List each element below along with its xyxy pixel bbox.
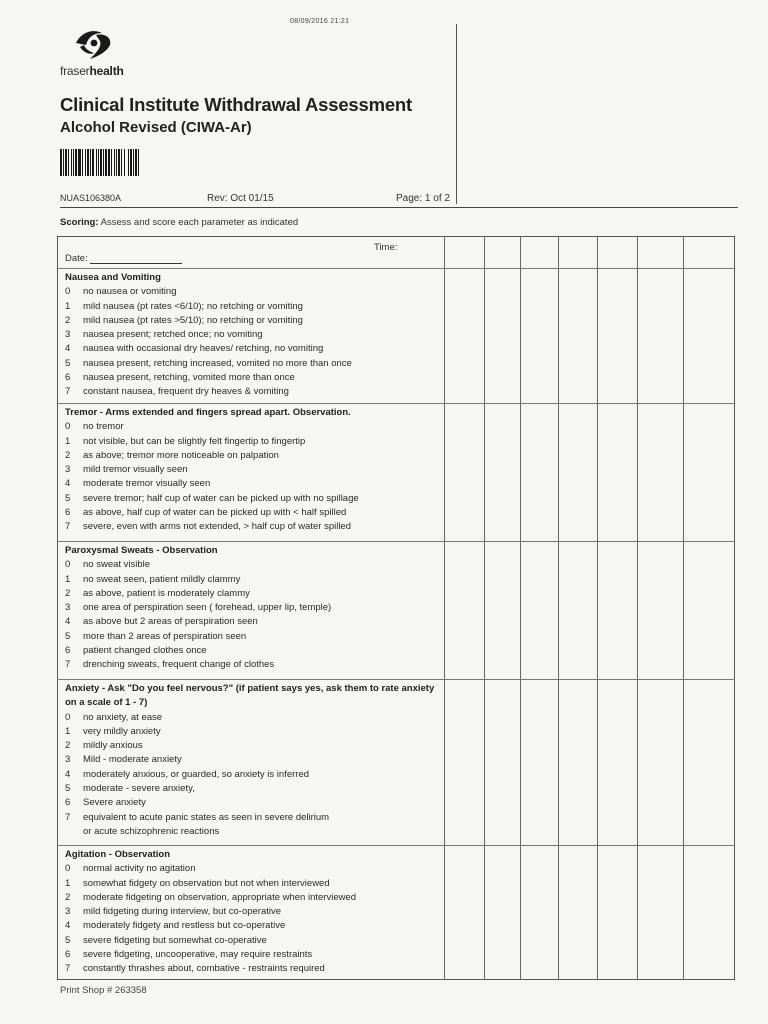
score-description: severe, even with arms not extended, > half cup of water spilled — [83, 521, 351, 533]
score-description: mild nausea (pt rates <6/10); no retching or vomiting — [83, 300, 303, 312]
score-description: moderately anxious, or guarded, so anxiety is inferred — [83, 768, 310, 780]
section-row-divider — [57, 268, 735, 269]
print-timestamp: 08/09/2016 21:21 — [290, 18, 350, 25]
score-description: drenching sweats, frequent change of clothes — [83, 659, 275, 671]
fraserhealth-logo-icon — [72, 27, 114, 61]
score-description: mild nausea (pt rates >5/10); no retching or vomiting — [83, 314, 303, 326]
barcode-bar — [100, 149, 102, 176]
form-number: NUAS106380A — [60, 193, 122, 203]
assessment-section — [65, 848, 445, 977]
score-description: somewhat fidgety on observation but not when interviewed — [83, 877, 330, 889]
score-description: one area of perspiration seen ( forehead, upper lip, temple) — [83, 602, 332, 614]
revision-date: Rev: Oct 01/15 — [207, 193, 274, 204]
score-option — [65, 506, 445, 520]
score-option — [65, 492, 445, 506]
score-description: no tremor — [83, 421, 124, 433]
score-value: 4 — [65, 343, 71, 355]
score-description: severe fidgeting, uncooperative, may require restraints — [83, 949, 313, 961]
section-row-divider — [57, 541, 735, 542]
score-option — [65, 587, 445, 601]
score-description: nausea present; retched once; no vomiting — [83, 329, 263, 341]
score-value: 2 — [65, 449, 71, 461]
score-description: mild fidgeting during interview, but co-operative — [83, 906, 282, 918]
barcode-bar — [87, 149, 89, 176]
score-value: 0 — [65, 286, 71, 298]
score-column-divider — [520, 236, 521, 980]
score-value: 0 — [65, 559, 71, 571]
score-description: nausea present, retching, vomited more than once — [83, 372, 295, 384]
barcode-bar — [138, 149, 139, 176]
score-option — [65, 891, 445, 905]
barcode-bar — [65, 149, 67, 176]
assessment-section — [65, 682, 445, 839]
barcode-bar — [124, 149, 125, 176]
score-description: Mild - moderate anxiety — [83, 754, 182, 766]
score-value: 1 — [65, 725, 71, 737]
barcode-bar — [118, 149, 120, 176]
assessment-section — [65, 544, 445, 673]
score-option — [65, 573, 445, 587]
score-option — [65, 905, 445, 919]
score-value: 7 — [65, 963, 71, 975]
score-value: 2 — [65, 314, 71, 326]
score-value: 4 — [65, 478, 71, 490]
barcode-bar — [130, 149, 132, 176]
score-description: Severe anxiety — [83, 797, 146, 809]
score-value: 1 — [65, 877, 71, 889]
barcode-bar — [133, 149, 134, 176]
barcode-bar — [111, 149, 112, 176]
score-option — [65, 520, 445, 534]
score-option — [65, 463, 445, 477]
score-description: no sweat seen, patient mildly clammy — [83, 573, 241, 585]
score-option — [65, 435, 445, 449]
score-value: 2 — [65, 587, 71, 599]
score-option — [65, 753, 445, 767]
score-description: as above, patient is moderately clammy — [83, 587, 250, 599]
barcode-bar — [103, 149, 104, 176]
barcode-bar — [90, 149, 91, 176]
barcode-bar — [105, 149, 107, 176]
score-option — [65, 796, 445, 810]
score-value: 3 — [65, 754, 71, 766]
barcode-bar — [71, 149, 72, 176]
score-description: nausea present, retching increased, vomited no more than once — [83, 357, 352, 369]
score-description: severe fidgeting but somewhat co-operative — [83, 934, 267, 946]
header-rule — [60, 207, 738, 208]
header-divider — [456, 24, 457, 204]
date-label: Date: — [65, 253, 88, 264]
score-value: 1 — [65, 300, 71, 312]
score-description: constantly thrashes about, combative - restraints required — [83, 963, 325, 975]
section-title: Tremor - Arms extended and fingers spread apart. Observation. — [65, 407, 351, 418]
score-description: as above, half cup of water can be picked up with < half spilled — [83, 507, 347, 519]
score-option — [65, 934, 445, 948]
score-value: 3 — [65, 602, 71, 614]
score-column-divider — [637, 236, 638, 980]
form-title: Clinical Institute Withdrawal Assessment — [60, 94, 412, 115]
print-shop-number: Print Shop # 263358 — [60, 985, 147, 996]
score-value: 0 — [65, 421, 71, 433]
score-option — [65, 811, 445, 825]
score-value: 5 — [65, 630, 71, 642]
score-description: mildly anxious — [83, 740, 143, 752]
assessment-section — [65, 271, 445, 400]
barcode-bar — [135, 149, 137, 176]
score-option — [65, 782, 445, 796]
score-option — [65, 919, 445, 933]
barcode-bar — [78, 149, 81, 176]
barcode-bar — [108, 149, 110, 176]
score-description: no anxiety, at ease — [83, 711, 163, 723]
score-option — [65, 449, 445, 463]
score-description: equivalent to acute panic states as seen in severe delirium — [83, 811, 330, 823]
scoring-label: Scoring: — [60, 217, 99, 228]
score-value: 6 — [65, 372, 71, 384]
barcode-bar — [73, 149, 74, 176]
score-value: 5 — [65, 492, 71, 504]
score-option — [65, 711, 445, 725]
time-label: Time: — [374, 242, 398, 253]
score-option — [65, 948, 445, 962]
barcode-bar — [85, 149, 86, 176]
barcode-bar — [128, 149, 129, 176]
score-description: moderate fidgeting on observation, appropriate when interviewed — [83, 891, 357, 903]
scoring-instructions — [60, 217, 298, 228]
section-row-divider — [57, 403, 735, 404]
score-option — [65, 300, 445, 314]
score-option — [65, 658, 445, 672]
score-option — [65, 825, 445, 839]
barcode-bar — [116, 149, 117, 176]
score-description: as above; tremor more noticeable on palpation — [83, 449, 279, 461]
score-option — [65, 615, 445, 629]
score-value: 5 — [65, 783, 71, 795]
brand-name: fraserhealth — [60, 64, 124, 78]
score-value: 3 — [65, 906, 71, 918]
barcode-bar — [82, 149, 83, 176]
score-option — [65, 962, 445, 976]
fraserhealth-logo — [60, 27, 130, 83]
score-value: 4 — [65, 920, 71, 932]
score-option — [65, 477, 445, 491]
score-value: 6 — [65, 507, 71, 519]
score-option — [65, 314, 445, 328]
barcode-bar — [75, 149, 77, 176]
score-description: nausea with occasional dry heaves/ retching, no vomiting — [83, 343, 324, 355]
score-column-divider — [683, 236, 684, 980]
score-value: 7 — [65, 811, 71, 823]
score-option — [65, 862, 445, 876]
score-description: as above but 2 areas of perspiration seen — [83, 616, 258, 628]
score-value: 4 — [65, 616, 71, 628]
barcode-bar — [121, 149, 122, 176]
score-description: moderately fidgety and restless but co-operative — [83, 920, 286, 932]
section-title: Anxiety - Ask "Do you feel nervous?" (if patient says yes, ask them to rate anxiety on a scale of 1 - 7) — [65, 683, 435, 709]
score-option — [65, 739, 445, 753]
barcode-bar — [92, 149, 94, 176]
score-value — [65, 825, 83, 839]
section-row-divider — [57, 845, 735, 846]
score-option — [65, 768, 445, 782]
score-value: 2 — [65, 740, 71, 752]
score-option — [65, 385, 445, 399]
score-description: or acute schizophrenic reactions — [83, 825, 220, 837]
score-column-divider — [558, 236, 559, 980]
score-description: severe tremor; half cup of water can be picked up with no spillage — [83, 492, 359, 504]
score-value: 1 — [65, 435, 71, 447]
score-description: moderate tremor visually seen — [83, 478, 211, 490]
score-value: 5 — [65, 934, 71, 946]
score-value: 3 — [65, 464, 71, 476]
section-title: Paroxysmal Sweats - Observation — [65, 545, 218, 556]
barcode-bar — [60, 149, 62, 176]
score-value: 3 — [65, 329, 71, 341]
barcode-bar — [98, 149, 99, 176]
form-subtitle: Alcohol Revised (CIWA-Ar) — [60, 119, 252, 136]
score-value: 6 — [65, 949, 71, 961]
score-option — [65, 601, 445, 615]
score-description: more than 2 areas of perspiration seen — [83, 630, 247, 642]
barcode-bar — [63, 149, 64, 176]
score-value: 5 — [65, 357, 71, 369]
score-option — [65, 725, 445, 739]
score-description: constant nausea, frequent dry heaves & vomiting — [83, 386, 289, 398]
score-option — [65, 285, 445, 299]
barcode-bar — [96, 149, 97, 176]
score-option — [65, 371, 445, 385]
scoring-text: Assess and score each parameter as indicated — [98, 217, 299, 228]
score-description: mild tremor visually seen — [83, 464, 188, 476]
score-value: 7 — [65, 521, 71, 533]
score-column-divider — [597, 236, 598, 980]
page-number: Page: 1 of 2 — [396, 193, 450, 204]
score-column-divider — [484, 236, 485, 980]
section-row-divider — [57, 679, 735, 680]
score-value: 6 — [65, 797, 71, 809]
score-option — [65, 877, 445, 891]
score-description: normal activity no agitation — [83, 863, 196, 875]
score-description: patient changed clothes once — [83, 645, 207, 657]
score-value: 7 — [65, 659, 71, 671]
barcode-bar — [68, 149, 69, 176]
date-field[interactable] — [90, 263, 182, 264]
score-option — [65, 342, 445, 356]
section-title: Agitation - Observation — [65, 849, 171, 860]
score-value: 0 — [65, 863, 71, 875]
score-value: 6 — [65, 645, 71, 657]
score-option — [65, 644, 445, 658]
score-description: not visible, but can be slightly felt fingertip to fingertip — [83, 435, 306, 447]
score-option — [65, 420, 445, 434]
score-option — [65, 328, 445, 342]
score-option — [65, 630, 445, 644]
section-title: Nausea and Vomiting — [65, 272, 161, 283]
score-value: 4 — [65, 768, 71, 780]
barcode — [60, 149, 182, 176]
score-value: 1 — [65, 573, 71, 585]
barcode-bar — [114, 149, 115, 176]
score-description: no nausea or vomiting — [83, 286, 177, 298]
score-option — [65, 558, 445, 572]
score-value: 0 — [65, 711, 71, 723]
score-option — [65, 357, 445, 371]
assessment-section — [65, 406, 445, 535]
score-description: no sweat visible — [83, 559, 151, 571]
score-value: 7 — [65, 386, 71, 398]
score-value: 2 — [65, 891, 71, 903]
score-description: very mildly anxiety — [83, 725, 161, 737]
score-description: moderate - severe anxiety, — [83, 783, 195, 795]
